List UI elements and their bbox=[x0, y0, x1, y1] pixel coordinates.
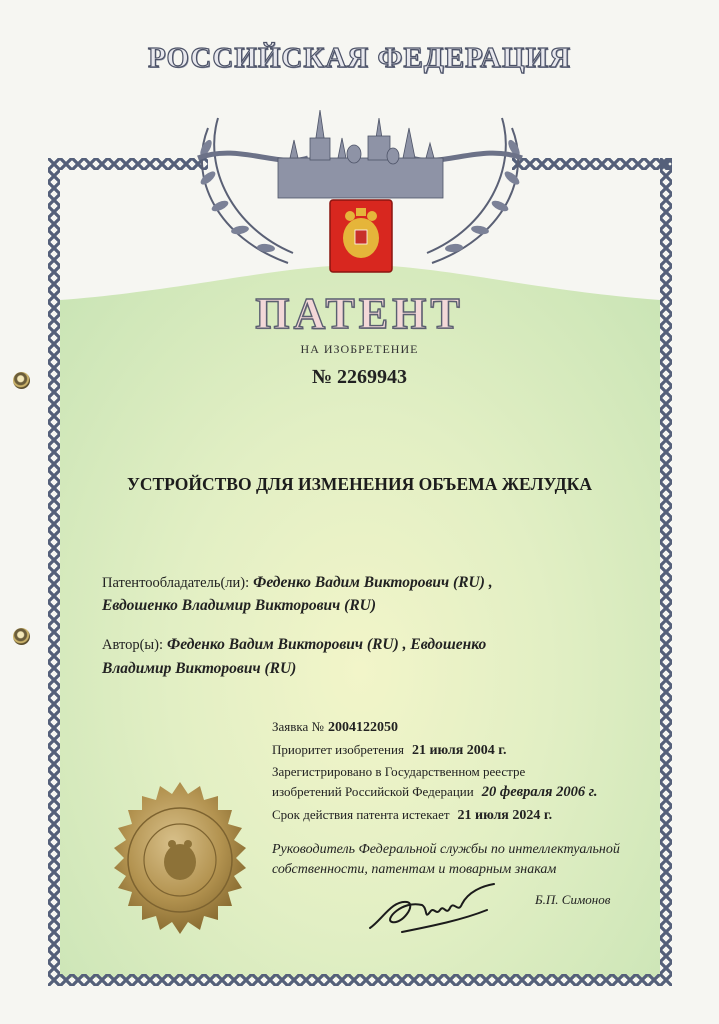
priority-date: 21 июля 2004 г. bbox=[411, 743, 507, 758]
application-label: Заявка № bbox=[272, 719, 324, 734]
priority-label: Приоритет изобретения bbox=[272, 742, 404, 757]
punch-hole-bottom bbox=[13, 628, 30, 645]
holders-line2: Евдошенко Владимир Викторович (RU) bbox=[102, 597, 377, 614]
signer-position-line2: собственности, патентам и товарным знакам bbox=[272, 862, 557, 877]
registered-line1: Зарегистрировано в Государственном реестре bbox=[272, 764, 526, 779]
invention-title: УСТРОЙСТВО ДЛЯ ИЗМЕНЕНИЯ ОБЪЕМА ЖЕЛУДКА bbox=[127, 474, 592, 494]
patent-title: ПАТЕНТ bbox=[255, 289, 464, 338]
expiry-label: Срок действия патента истекает bbox=[272, 807, 450, 822]
expiry-row bbox=[272, 806, 552, 824]
gold-seal bbox=[96, 780, 264, 948]
kremlin-wreath-emblem bbox=[178, 88, 542, 288]
holders-line1 bbox=[102, 574, 493, 592]
authors-names: Феденко Вадим Викторович (RU) , Евдошенко bbox=[167, 636, 487, 653]
authors-line2: Владимир Викторович (RU) bbox=[102, 660, 297, 677]
patent-subtitle: НА ИЗОБРЕТЕНИЕ bbox=[300, 342, 419, 356]
holders-names: Феденко Вадим Викторович (RU) , bbox=[253, 574, 493, 591]
authors-label: Автор(ы): bbox=[102, 637, 164, 653]
registered-line2: изобретений Российской Федерации bbox=[272, 784, 474, 799]
border-left bbox=[48, 158, 60, 986]
registered-row bbox=[272, 783, 598, 801]
country-title: РОССИЙСКАЯ ФЕДЕРАЦИЯ bbox=[147, 42, 572, 74]
authors-line1 bbox=[102, 636, 486, 654]
border-bottom bbox=[48, 974, 672, 986]
registered-date: 20 февраля 2006 г. bbox=[481, 784, 598, 800]
signer-name: Б.П. Симонов bbox=[535, 892, 611, 907]
application-row bbox=[272, 718, 398, 736]
handwritten-signature bbox=[362, 880, 502, 940]
border-right bbox=[660, 158, 672, 986]
holders-label: Патентообладатель(ли): bbox=[102, 575, 250, 591]
signer-position-line1: Руководитель Федеральной службы по интеллектуальной bbox=[272, 842, 620, 857]
patent-number: № 2269943 bbox=[311, 366, 408, 388]
application-number: 2004122050 bbox=[327, 720, 398, 735]
expiry-date: 21 июля 2024 г. bbox=[457, 808, 553, 823]
priority-row bbox=[272, 741, 507, 759]
